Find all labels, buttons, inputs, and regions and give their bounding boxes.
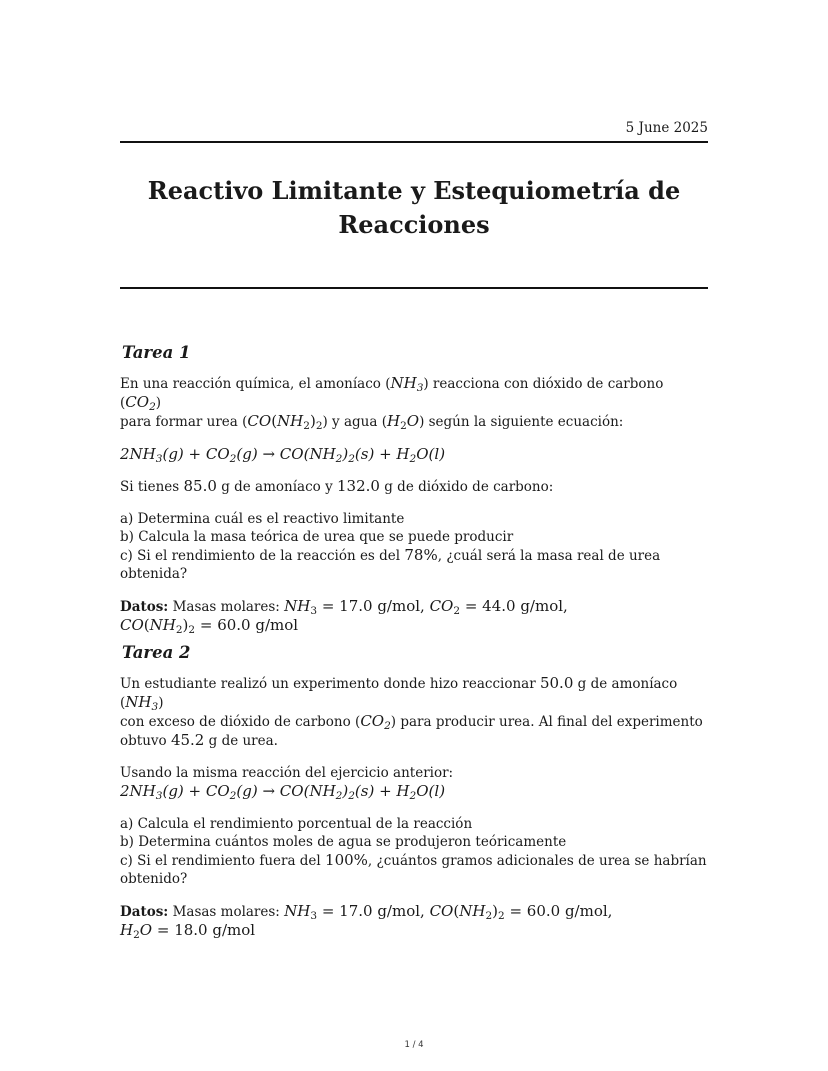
tarea-1-given: Si tienes 85.0 g de amoníaco y 132.0 g de dióxido de carbono: [120, 477, 554, 495]
tarea-2-usage: Usando la misma reacción del ejercicio anterior: $2NH_3(g) + CO_2(g) \to CO(NH_2)_2(s) + H_2O(l)$ [120, 765, 454, 802]
tarea-1-questions [120, 510, 708, 583]
tarea-1-heading: Tarea 1 [122, 343, 191, 362]
title-rule [120, 287, 708, 289]
tarea-2-equation: $2NH_3(g) + CO_2(g) \to CO(NH_2)_2(s) + H_2O(l)$ [120, 782, 446, 802]
tarea-1-equation: $2NH_3(g) + CO_2(g) \to CO(NH_2)_2(s) + H_2O(l)$ [120, 445, 446, 465]
title-line-1: Reactivo Limitante y Estequiometría de [147, 176, 681, 205]
tarea-1-question-a: a) Determina cuál es el reactivo limitante [120, 511, 405, 527]
tarea-1-question-b: b) Calcula la masa teórica de urea que se puede producir [120, 529, 514, 545]
tarea-2-heading: Tarea 2 [122, 643, 191, 662]
tarea-2-intro: Un estudiante realizó un experimento donde hizo reaccionar 50.0 g de amoníaco $(NH_3)$ con exceso de dióxido de carbono $(CO_2)$ para producir urea. Al final del experimento obtuvo 45.2 g de urea. [120, 674, 703, 749]
header-rule [120, 141, 708, 143]
tarea-1-section [120, 344, 708, 635]
tarea-2-question-a: a) Calcula el rendimiento porcentual de la reacción [120, 816, 473, 832]
tarea-2-question-b: b) Determina cuántos moles de agua se produjeron teóricamente [120, 834, 567, 850]
tarea-2-section [120, 644, 708, 940]
tarea-1-intro: En una reacción química, el amoníaco $(NH_3)$ reacciona con dióxido de carbono $(CO_2)$ para formar urea $(CO(NH_2)_2)$ y agua $(H_2O)$ según la siguiente ecuación: [120, 374, 664, 432]
tarea-2-questions [120, 815, 708, 888]
tarea-1-datos: Datos: Masas molares: $NH_3 = 17.0$ g/mol, $CO_2 = 44.0$ g/mol, $CO(NH_2)_2 = 60.0$ g/mol [120, 597, 568, 636]
document-date: 5 June 2025 [625, 120, 708, 136]
tarea-2-datos: Datos: Masas molares: $NH_3 = 17.0$ g/mol, $CO(NH_2)_2 = 60.0$ g/mol, $H_2O = 18.0$ g/mol [120, 902, 613, 941]
tarea-2-question-c: c) Si el rendimiento fuera del 100%, ¿cuántos gramos adicionales de urea se habrían obtenido? [120, 851, 707, 887]
page-title [120, 174, 708, 242]
page-number: 1 / 4 [404, 1040, 424, 1050]
title-line-2: Reacciones [338, 210, 490, 239]
tarea-1-question-c: c) Si el rendimiento de la reacción es del 78%, ¿cuál será la masa real de urea obtenida? [120, 546, 661, 582]
